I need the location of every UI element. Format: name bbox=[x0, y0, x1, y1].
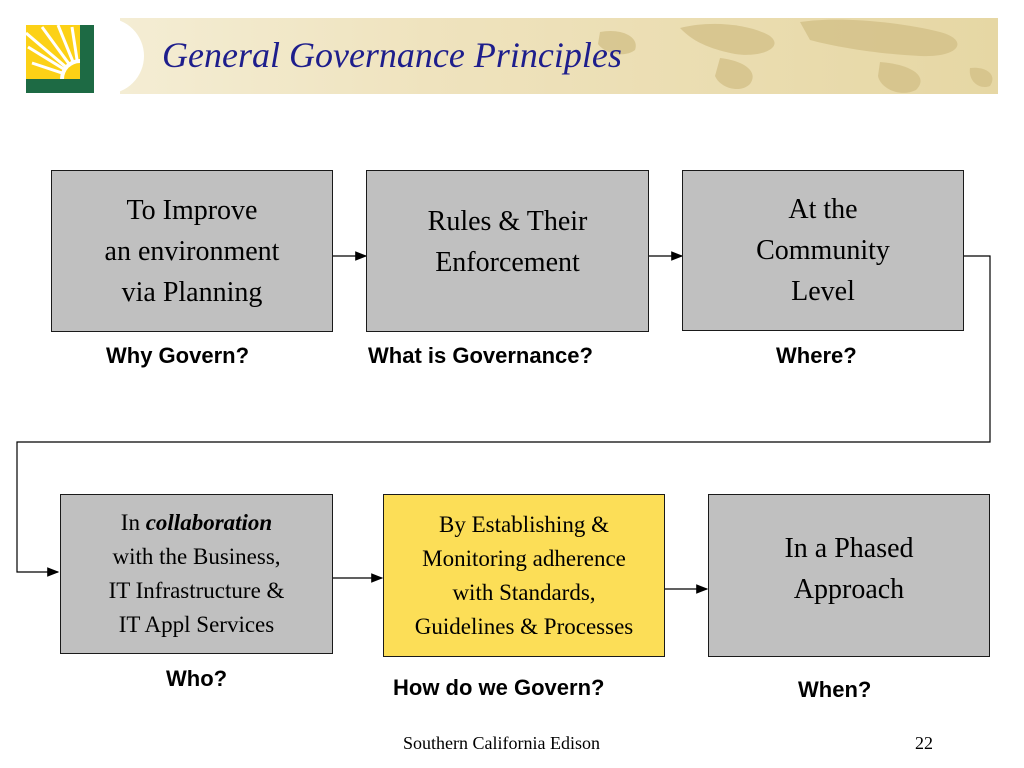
box-where bbox=[682, 170, 964, 331]
question-where: Where? bbox=[776, 343, 857, 368]
box-who-prefix: In bbox=[120, 510, 146, 535]
question-when: When? bbox=[798, 677, 872, 702]
box-how-line-3: with Standards, bbox=[452, 579, 596, 605]
box-who-emphasis: collaboration bbox=[145, 510, 273, 535]
box-how-line-2: Monitoring adherence bbox=[422, 545, 626, 571]
question-why: Why Govern? bbox=[106, 343, 250, 368]
box-when bbox=[708, 494, 990, 657]
box-why-line-1: To Improve bbox=[126, 194, 258, 226]
box-why bbox=[51, 170, 333, 332]
box-who-line-3: IT Infrastructure & bbox=[108, 578, 285, 603]
box-why-line-3: via Planning bbox=[121, 276, 263, 308]
box-why-line-2: an environment bbox=[104, 235, 280, 267]
box-who-line-4: IT Appl Services bbox=[118, 612, 275, 637]
box-how-line-4: Guidelines & Processes bbox=[414, 613, 634, 639]
box-when-line-2: Approach bbox=[793, 573, 905, 605]
question-who: Who? bbox=[166, 666, 228, 691]
box-who-line-1 bbox=[109, 506, 285, 540]
box-what-line-2: Enforcement bbox=[435, 247, 580, 278]
box-where-line-3: Level bbox=[791, 276, 855, 307]
box-how bbox=[383, 494, 665, 657]
box-when-line-1: In a Phased bbox=[784, 532, 914, 564]
box-who-line-2: with the Business, bbox=[112, 544, 281, 569]
footer-company: Southern California Edison bbox=[403, 733, 600, 753]
question-what: What is Governance? bbox=[368, 343, 593, 368]
box-where-line-1: At the bbox=[788, 194, 858, 225]
question-how: How do we Govern? bbox=[393, 675, 605, 700]
box-who bbox=[60, 494, 333, 654]
page-number: 22 bbox=[915, 733, 933, 753]
box-how-line-1: By Establishing & bbox=[439, 511, 609, 537]
page-title: General Governance Principles bbox=[162, 35, 622, 75]
box-what-line-1: Rules & Their bbox=[427, 206, 588, 237]
box-where-line-2: Community bbox=[756, 235, 890, 266]
box-what bbox=[366, 170, 649, 332]
